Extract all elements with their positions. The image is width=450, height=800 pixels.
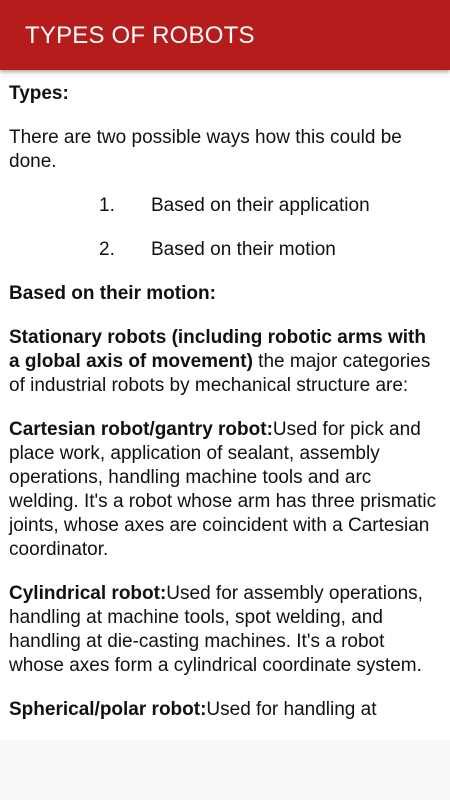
cylindrical-robot-description: Used for assembly operations, handling at machine tools, spot welding, and handling at die-casting machines. It's a robot whose axes form a cylindrical coordinate system. xyxy=(9,583,423,676)
cartesian-robot-paragraph xyxy=(9,418,440,562)
list-item-text: Based on their motion xyxy=(151,239,336,260)
spherical-robot-paragraph xyxy=(9,698,440,722)
page-title: TYPES OF ROBOTS xyxy=(25,22,255,49)
app-bar xyxy=(0,0,450,70)
list-item-number: 2. xyxy=(99,239,115,260)
intro-paragraph: There are two possible ways how this could be done. xyxy=(9,127,402,172)
list-item xyxy=(9,194,440,218)
stationary-robots-paragraph xyxy=(9,326,440,398)
list-item-text: Based on their application xyxy=(151,195,370,216)
spherical-robot-description: Used for handling at xyxy=(206,699,377,720)
stationary-robots-term: Stationary robots (including robotic arms with a global axis of movement) xyxy=(9,327,426,372)
list-item-number: 1. xyxy=(99,195,115,216)
cartesian-robot-term: Cartesian robot/gantry robot: xyxy=(9,419,273,440)
article-body xyxy=(0,70,450,722)
list-item xyxy=(9,238,440,262)
cylindrical-robot-term: Cylindrical robot: xyxy=(9,583,167,604)
article-content[interactable] xyxy=(0,70,450,740)
bottom-ad-area xyxy=(0,740,450,800)
stationary-robots-description: the major categories of industrial robots by mechanical structure are: xyxy=(9,351,431,396)
classification-list xyxy=(9,194,440,262)
spherical-robot-term: Spherical/polar robot: xyxy=(9,699,207,720)
cylindrical-robot-paragraph xyxy=(9,582,440,678)
types-heading: Types: xyxy=(9,83,69,104)
motion-heading: Based on their motion: xyxy=(9,283,216,304)
cartesian-robot-description: Used for pick and place work, application of sealant, assembly operations, handling machine tools and arc welding. It's a robot whose arm has three prismatic joints, whose axes are coincident with a Cartesian coordinator. xyxy=(9,419,437,560)
